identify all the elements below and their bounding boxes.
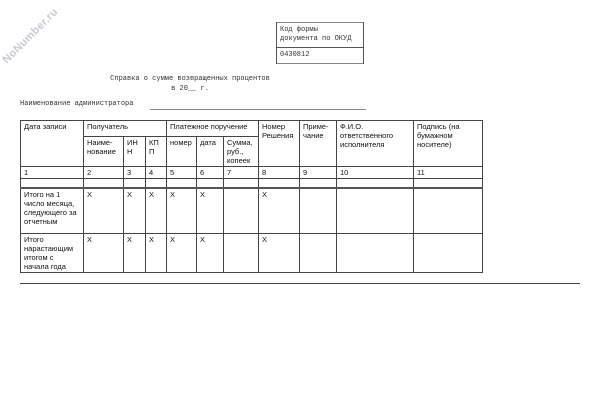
header-kpp: КП П xyxy=(146,137,167,167)
form-code-label-2: документа по ОКУД xyxy=(280,35,352,43)
table-cell xyxy=(300,188,337,234)
table-cell: X xyxy=(146,188,167,234)
form-code-box xyxy=(276,22,364,64)
form-code-label-1: Код формы xyxy=(280,26,318,34)
header-payment: Платежное поручение xyxy=(167,121,259,137)
table-cell: X xyxy=(259,234,300,273)
title-line-1: Справка о сумме возвращенных процентов xyxy=(110,75,270,83)
column-number: 8 xyxy=(259,167,300,179)
table-cell xyxy=(224,188,259,234)
table-cell xyxy=(337,188,414,234)
header-inn: ИН Н xyxy=(124,137,146,167)
header-note: Приме-чание xyxy=(300,121,337,167)
header-fio: Ф.И.О. ответственного исполнителя xyxy=(337,121,414,167)
column-number: 11 xyxy=(414,167,483,179)
column-number: 3 xyxy=(124,167,146,179)
table-cell: X xyxy=(197,188,224,234)
table-row xyxy=(21,188,483,234)
empty-row xyxy=(21,179,483,188)
header-name: Наиме-нование xyxy=(84,137,124,167)
header-pdate: дата xyxy=(197,137,224,167)
admin-label: Наименование администратора xyxy=(20,100,134,108)
table-cell: X xyxy=(197,234,224,273)
table-cell: X xyxy=(167,234,197,273)
document-title xyxy=(0,74,380,94)
table-row xyxy=(21,234,483,273)
header-decision: Номер Решения xyxy=(259,121,300,167)
row-label: Итого нарастающим итогом с начала года xyxy=(21,234,84,273)
watermark: NoNumber.ru xyxy=(0,5,61,67)
table-cell: X xyxy=(259,188,300,234)
table-cell xyxy=(224,234,259,273)
divider-line xyxy=(20,283,580,284)
table-cell xyxy=(414,188,483,234)
table-cell: X xyxy=(167,188,197,234)
column-numbers-row xyxy=(21,167,483,179)
column-number: 1 xyxy=(21,167,84,179)
column-number: 5 xyxy=(167,167,197,179)
table-cell: X xyxy=(84,188,124,234)
column-number: 6 xyxy=(197,167,224,179)
table-cell: X xyxy=(84,234,124,273)
table-cell xyxy=(337,234,414,273)
table-cell xyxy=(300,234,337,273)
header-recipient: Получатель xyxy=(84,121,167,137)
row-label: Итого на 1 число месяца, следующего за отчетным xyxy=(21,188,84,234)
admin-field-line xyxy=(150,109,366,110)
table-cell: X xyxy=(146,234,167,273)
header-sum: Сумма, руб., копеек xyxy=(224,137,259,167)
header-date: Дата записи xyxy=(21,121,84,167)
header-number: номер xyxy=(167,137,197,167)
title-line-2: в 20__ г. xyxy=(171,85,209,93)
column-number: 7 xyxy=(224,167,259,179)
header-sign: Подпись (на бумажном носителе) xyxy=(414,121,483,167)
table-cell xyxy=(414,234,483,273)
column-number: 4 xyxy=(146,167,167,179)
report-table xyxy=(20,120,483,273)
form-code-value: 0430812 xyxy=(280,51,310,59)
table-cell: X xyxy=(124,188,146,234)
table-cell: X xyxy=(124,234,146,273)
column-number: 10 xyxy=(337,167,414,179)
column-number: 9 xyxy=(300,167,337,179)
column-number: 2 xyxy=(84,167,124,179)
